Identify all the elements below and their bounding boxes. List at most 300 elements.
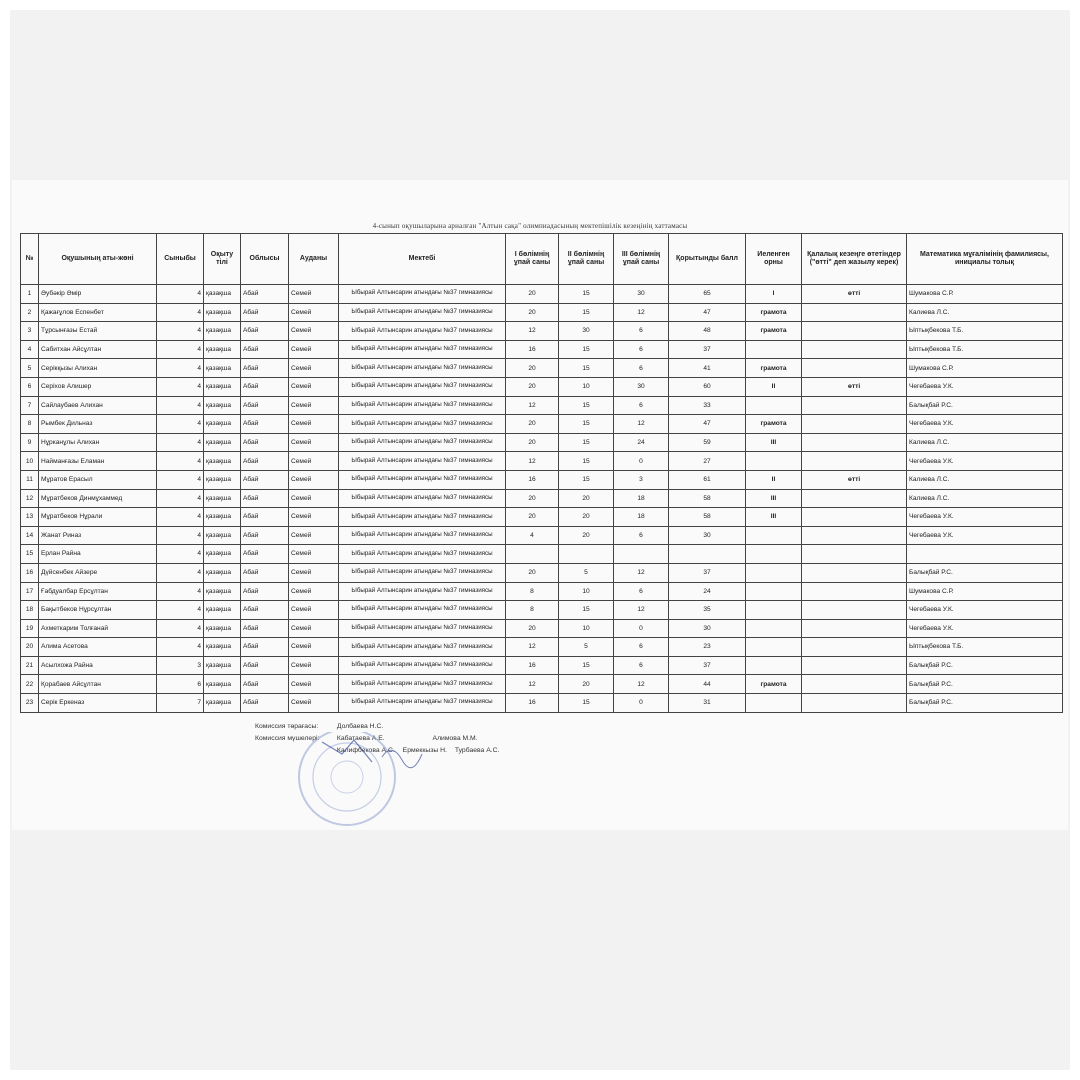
region-cell: Абай: [241, 470, 289, 489]
part1-score-cell: 16: [506, 470, 559, 489]
city-stage-cell: [802, 582, 907, 601]
language-cell: қазақша: [204, 601, 241, 620]
total-score-cell: 41: [669, 359, 746, 378]
district-cell: Семей: [289, 656, 339, 675]
members-label: Комиссия мүшелері:: [255, 735, 320, 742]
language-cell: қазақша: [204, 619, 241, 638]
teacher-name-cell: Калиева Л.С.: [907, 489, 1063, 508]
place-cell: [746, 396, 802, 415]
part1-score-cell: 12: [506, 675, 559, 694]
part2-score-cell: 20: [559, 526, 614, 545]
district-cell: Семей: [289, 433, 339, 452]
total-score-cell: 30: [669, 526, 746, 545]
grade-cell: 4: [157, 563, 204, 582]
language-cell: қазақша: [204, 582, 241, 601]
teacher-name-cell: Калиева Л.С.: [907, 433, 1063, 452]
language-cell: қазақша: [204, 396, 241, 415]
table-row: [21, 396, 1063, 415]
part3-score-cell: 0: [614, 619, 669, 638]
district-cell: Семей: [289, 526, 339, 545]
part3-score-cell: 3: [614, 470, 669, 489]
city-stage-cell: [802, 433, 907, 452]
part2-score-cell: 20: [559, 489, 614, 508]
district-cell: Семей: [289, 582, 339, 601]
part2-score-cell: 5: [559, 638, 614, 657]
part2-score-cell: 10: [559, 619, 614, 638]
teacher-name-cell: Чегебаева У.К.: [907, 619, 1063, 638]
grade-cell: 4: [157, 545, 204, 564]
part1-score-cell: 12: [506, 452, 559, 471]
part3-score-cell: 12: [614, 675, 669, 694]
part3-score-cell: 6: [614, 396, 669, 415]
district-cell: Семей: [289, 303, 339, 322]
part2-score-cell: 5: [559, 563, 614, 582]
total-score-cell: 37: [669, 563, 746, 582]
school-cell: Ыбырай Алтынсарин атындағы №37 гимназиясы: [339, 694, 506, 713]
city-stage-cell: [802, 415, 907, 434]
column-header: Қалалық кезеңге өтетіндер ("өтті" деп жазылу керек): [802, 234, 907, 285]
region-cell: Абай: [241, 433, 289, 452]
teacher-name-cell: Чегебаева У.К.: [907, 526, 1063, 545]
district-cell: Семей: [289, 619, 339, 638]
region-cell: Абай: [241, 508, 289, 527]
part3-score-cell: 0: [614, 694, 669, 713]
table-body: [21, 285, 1063, 713]
document-title: 4-сынып оқушыларына арналған "Алтын сақа" олимпиадасының мектепішілік кезеңінің хаттамасы: [372, 222, 688, 230]
place-cell: ІІ: [746, 377, 802, 396]
table-row: [21, 470, 1063, 489]
table-row: [21, 322, 1063, 341]
table-row: [21, 675, 1063, 694]
row-number-cell: 14: [21, 526, 39, 545]
teacher-name-cell: Балықбай Р.С.: [907, 656, 1063, 675]
grade-cell: 4: [157, 415, 204, 434]
part2-score-cell: 15: [559, 452, 614, 471]
place-cell: грамота: [746, 359, 802, 378]
region-cell: Абай: [241, 396, 289, 415]
column-header: І бөлімнің ұпай саны: [506, 234, 559, 285]
grade-cell: 4: [157, 433, 204, 452]
student-name-cell: Жанат Риназ: [39, 526, 157, 545]
language-cell: қазақша: [204, 452, 241, 471]
district-cell: Семей: [289, 340, 339, 359]
part1-score-cell: 20: [506, 619, 559, 638]
row-number-cell: 20: [21, 638, 39, 657]
part1-score-cell: 16: [506, 340, 559, 359]
part1-score-cell: 16: [506, 694, 559, 713]
total-score-cell: 27: [669, 452, 746, 471]
language-cell: қазақша: [204, 563, 241, 582]
part2-score-cell: 15: [559, 340, 614, 359]
part1-score-cell: 12: [506, 638, 559, 657]
row-number-cell: 15: [21, 545, 39, 564]
region-cell: Абай: [241, 656, 289, 675]
teacher-name-cell: Калиева Л.С.: [907, 470, 1063, 489]
row-number-cell: 3: [21, 322, 39, 341]
row-number-cell: 17: [21, 582, 39, 601]
grade-cell: 4: [157, 340, 204, 359]
teacher-name-cell: Балықбай Р.С.: [907, 694, 1063, 713]
part3-score-cell: 12: [614, 601, 669, 620]
total-score-cell: 59: [669, 433, 746, 452]
part1-score-cell: 20: [506, 303, 559, 322]
total-score-cell: 37: [669, 340, 746, 359]
school-cell: Ыбырай Алтынсарин атындағы №37 гимназиясы: [339, 340, 506, 359]
city-stage-cell: [802, 694, 907, 713]
total-score-cell: 44: [669, 675, 746, 694]
part1-score-cell: 20: [506, 377, 559, 396]
part2-score-cell: [559, 545, 614, 564]
city-stage-cell: өтті: [802, 285, 907, 304]
column-header: Облысы: [241, 234, 289, 285]
place-cell: [746, 563, 802, 582]
teacher-name-cell: Балықбай Р.С.: [907, 675, 1063, 694]
district-cell: Семей: [289, 322, 339, 341]
row-number-cell: 2: [21, 303, 39, 322]
grade-cell: 4: [157, 303, 204, 322]
place-cell: [746, 340, 802, 359]
column-header: Сыныбы: [157, 234, 204, 285]
table-row: [21, 489, 1063, 508]
part1-score-cell: [506, 545, 559, 564]
teacher-name-cell: Балықбай Р.С.: [907, 396, 1063, 415]
language-cell: қазақша: [204, 545, 241, 564]
part3-score-cell: 30: [614, 285, 669, 304]
school-cell: Ыбырай Алтынсарин атындағы №37 гимназиясы: [339, 285, 506, 304]
part2-score-cell: 15: [559, 433, 614, 452]
school-cell: Ыбырай Алтынсарин атындағы №37 гимназиясы: [339, 526, 506, 545]
grade-cell: 4: [157, 377, 204, 396]
place-cell: І: [746, 285, 802, 304]
language-cell: қазақша: [204, 433, 241, 452]
part1-score-cell: 16: [506, 656, 559, 675]
row-number-cell: 12: [21, 489, 39, 508]
place-cell: ІІІ: [746, 508, 802, 527]
teacher-name-cell: Ыптықбекова Т.Б.: [907, 340, 1063, 359]
student-name-cell: Ғабдуалбар Ерсұлтан: [39, 582, 157, 601]
teacher-name-cell: Чегебаева У.К.: [907, 508, 1063, 527]
part2-score-cell: 30: [559, 322, 614, 341]
part3-score-cell: 30: [614, 377, 669, 396]
language-cell: қазақша: [204, 322, 241, 341]
grade-cell: 4: [157, 489, 204, 508]
city-stage-cell: [802, 526, 907, 545]
part3-score-cell: 6: [614, 582, 669, 601]
row-number-cell: 21: [21, 656, 39, 675]
city-stage-cell: өтті: [802, 377, 907, 396]
table-row: [21, 433, 1063, 452]
part1-score-cell: 20: [506, 433, 559, 452]
member-name: Алимова М.М.: [432, 735, 478, 742]
row-number-cell: 13: [21, 508, 39, 527]
part3-score-cell: 12: [614, 563, 669, 582]
region-cell: Абай: [241, 526, 289, 545]
grade-cell: 6: [157, 675, 204, 694]
language-cell: қазақша: [204, 359, 241, 378]
language-cell: қазақша: [204, 638, 241, 657]
table-row: [21, 359, 1063, 378]
school-cell: Ыбырай Алтынсарин атындағы №37 гимназиясы: [339, 601, 506, 620]
student-name-cell: Серіхов Алишер: [39, 377, 157, 396]
part3-score-cell: 6: [614, 359, 669, 378]
total-score-cell: [669, 545, 746, 564]
table-row: [21, 582, 1063, 601]
row-number-cell: 10: [21, 452, 39, 471]
school-cell: Ыбырай Алтынсарин атындағы №37 гимназиясы: [339, 303, 506, 322]
district-cell: Семей: [289, 285, 339, 304]
total-score-cell: 24: [669, 582, 746, 601]
total-score-cell: 35: [669, 601, 746, 620]
district-cell: Семей: [289, 694, 339, 713]
part3-score-cell: [614, 545, 669, 564]
part3-score-cell: 6: [614, 340, 669, 359]
part1-score-cell: 20: [506, 563, 559, 582]
header-row: [21, 234, 1063, 285]
part3-score-cell: 18: [614, 489, 669, 508]
student-name-cell: Мұратбеков Нұрали: [39, 508, 157, 527]
row-number-cell: 9: [21, 433, 39, 452]
teacher-name-cell: Чегебаева У.К.: [907, 415, 1063, 434]
total-score-cell: 61: [669, 470, 746, 489]
city-stage-cell: [802, 601, 907, 620]
school-cell: Ыбырай Алтынсарин атындағы №37 гимназиясы: [339, 563, 506, 582]
place-cell: ІІІ: [746, 489, 802, 508]
table-row: [21, 285, 1063, 304]
district-cell: Семей: [289, 377, 339, 396]
total-score-cell: 33: [669, 396, 746, 415]
column-header: ІІІ бөлімнің ұпай саны: [614, 234, 669, 285]
member-name: Турбаева А.С.: [454, 747, 500, 754]
student-name-cell: Ахметкарим Толғанай: [39, 619, 157, 638]
part2-score-cell: 15: [559, 396, 614, 415]
teacher-name-cell: Шумакова С.Р.: [907, 582, 1063, 601]
row-number-cell: 23: [21, 694, 39, 713]
total-score-cell: 37: [669, 656, 746, 675]
place-cell: ІІ: [746, 470, 802, 489]
place-cell: [746, 601, 802, 620]
place-cell: [746, 619, 802, 638]
grade-cell: 4: [157, 582, 204, 601]
column-header: ІІ бөлімнің ұпай саны: [559, 234, 614, 285]
column-header: Иеленген орны: [746, 234, 802, 285]
part2-score-cell: 10: [559, 377, 614, 396]
city-stage-cell: [802, 322, 907, 341]
chair-label: Комиссия төрағасы:: [255, 723, 319, 730]
row-number-cell: 11: [21, 470, 39, 489]
member-name: Ермеккызы Н.: [402, 747, 447, 754]
district-cell: Семей: [289, 359, 339, 378]
total-score-cell: 23: [669, 638, 746, 657]
table-row: [21, 638, 1063, 657]
part2-score-cell: 15: [559, 470, 614, 489]
part1-score-cell: 12: [506, 396, 559, 415]
language-cell: қазақша: [204, 489, 241, 508]
city-stage-cell: [802, 675, 907, 694]
grade-cell: 4: [157, 285, 204, 304]
school-cell: Ыбырай Алтынсарин атындағы №37 гимназиясы: [339, 656, 506, 675]
language-cell: қазақша: [204, 508, 241, 527]
district-cell: Семей: [289, 545, 339, 564]
region-cell: Абай: [241, 563, 289, 582]
total-score-cell: 31: [669, 694, 746, 713]
school-cell: Ыбырай Алтынсарин атындағы №37 гимназиясы: [339, 508, 506, 527]
part3-score-cell: 6: [614, 322, 669, 341]
student-name-cell: Қажағұлов Еспенбет: [39, 303, 157, 322]
school-cell: Ыбырай Алтынсарин атындағы №37 гимназиясы: [339, 322, 506, 341]
part1-score-cell: 20: [506, 359, 559, 378]
school-cell: Ыбырай Алтынсарин атындағы №37 гимназиясы: [339, 638, 506, 657]
student-name-cell: Қорабаев Айсұлтан: [39, 675, 157, 694]
grade-cell: 4: [157, 359, 204, 378]
part3-score-cell: 18: [614, 508, 669, 527]
teacher-name-cell: Чегебаева У.К.: [907, 377, 1063, 396]
column-header: Оқыту тілі: [204, 234, 241, 285]
part2-score-cell: 20: [559, 675, 614, 694]
official-seal-icon: [262, 732, 432, 832]
part3-score-cell: 12: [614, 303, 669, 322]
school-cell: Ыбырай Алтынсарин атындағы №37 гимназиясы: [339, 545, 506, 564]
district-cell: Семей: [289, 452, 339, 471]
place-cell: [746, 545, 802, 564]
region-cell: Абай: [241, 489, 289, 508]
school-cell: Ыбырай Алтынсарин атындағы №37 гимназиясы: [339, 582, 506, 601]
region-cell: Абай: [241, 619, 289, 638]
student-name-cell: Сайлаубаев Алихан: [39, 396, 157, 415]
region-cell: Абай: [241, 415, 289, 434]
place-cell: ІІІ: [746, 433, 802, 452]
grade-cell: 4: [157, 619, 204, 638]
column-header: Математика мұғалімінің фамилиясы, инициалы толық: [907, 234, 1063, 285]
column-header: №: [21, 234, 39, 285]
total-score-cell: 48: [669, 322, 746, 341]
school-cell: Ыбырай Алтынсарин атындағы №37 гимназиясы: [339, 619, 506, 638]
part1-score-cell: 4: [506, 526, 559, 545]
student-name-cell: Серік Еркеназ: [39, 694, 157, 713]
part2-score-cell: 15: [559, 656, 614, 675]
region-cell: Абай: [241, 545, 289, 564]
school-cell: Ыбырай Алтынсарин атындағы №37 гимназиясы: [339, 489, 506, 508]
school-cell: Ыбырай Алтынсарин атындағы №37 гимназиясы: [339, 470, 506, 489]
language-cell: қазақша: [204, 303, 241, 322]
grade-cell: 4: [157, 470, 204, 489]
region-cell: Абай: [241, 452, 289, 471]
place-cell: грамота: [746, 415, 802, 434]
table-row: [21, 452, 1063, 471]
language-cell: қазақша: [204, 340, 241, 359]
grade-cell: 7: [157, 694, 204, 713]
part3-score-cell: 12: [614, 415, 669, 434]
language-cell: қазақша: [204, 285, 241, 304]
column-header: Оқушының аты-жөні: [39, 234, 157, 285]
school-cell: Ыбырай Алтынсарин атындағы №37 гимназиясы: [339, 377, 506, 396]
teacher-name-cell: Чегебаева У.К.: [907, 452, 1063, 471]
part2-score-cell: 15: [559, 285, 614, 304]
teacher-name-cell: Ыптықбекова Т.Б.: [907, 322, 1063, 341]
district-cell: Семей: [289, 675, 339, 694]
place-cell: [746, 694, 802, 713]
city-stage-cell: [802, 340, 907, 359]
part1-score-cell: 20: [506, 415, 559, 434]
total-score-cell: 47: [669, 303, 746, 322]
region-cell: Абай: [241, 377, 289, 396]
region-cell: Абай: [241, 582, 289, 601]
teacher-name-cell: Шумакова С.Р.: [907, 359, 1063, 378]
region-cell: Абай: [241, 303, 289, 322]
table-row: [21, 508, 1063, 527]
grade-cell: 4: [157, 396, 204, 415]
teacher-name-cell: Чегебаева У.К.: [907, 601, 1063, 620]
table-row: [21, 694, 1063, 713]
table-row: [21, 526, 1063, 545]
school-cell: Ыбырай Алтынсарин атындағы №37 гимназиясы: [339, 359, 506, 378]
part1-score-cell: 20: [506, 508, 559, 527]
city-stage-cell: [802, 489, 907, 508]
place-cell: [746, 452, 802, 471]
teacher-name-cell: Балықбай Р.С.: [907, 563, 1063, 582]
place-cell: [746, 582, 802, 601]
language-cell: қазақша: [204, 415, 241, 434]
total-score-cell: 58: [669, 489, 746, 508]
city-stage-cell: [802, 638, 907, 657]
region-cell: Абай: [241, 694, 289, 713]
region-cell: Абай: [241, 601, 289, 620]
part1-score-cell: 12: [506, 322, 559, 341]
part3-score-cell: 6: [614, 638, 669, 657]
student-name-cell: Алима Асетова: [39, 638, 157, 657]
school-cell: Ыбырай Алтынсарин атындағы №37 гимназиясы: [339, 396, 506, 415]
teacher-name-cell: Калиева Л.С.: [907, 303, 1063, 322]
member-name: Калифбекова А.С.: [336, 747, 395, 754]
region-cell: Абай: [241, 638, 289, 657]
school-cell: Ыбырай Алтынсарин атындағы №37 гимназиясы: [339, 675, 506, 694]
part1-score-cell: 20: [506, 489, 559, 508]
language-cell: қазақша: [204, 656, 241, 675]
language-cell: қазақша: [204, 377, 241, 396]
district-cell: Семей: [289, 470, 339, 489]
row-number-cell: 18: [21, 601, 39, 620]
row-number-cell: 4: [21, 340, 39, 359]
region-cell: Абай: [241, 340, 289, 359]
part2-score-cell: 15: [559, 303, 614, 322]
language-cell: қазақша: [204, 526, 241, 545]
student-name-cell: Сабитхан Айсұлтан: [39, 340, 157, 359]
language-cell: қазақша: [204, 694, 241, 713]
column-header: Қорытынды балл: [669, 234, 746, 285]
column-header: Ауданы: [289, 234, 339, 285]
teacher-name-cell: Ыптықбекова Т.Б.: [907, 638, 1063, 657]
city-stage-cell: [802, 545, 907, 564]
district-cell: Семей: [289, 508, 339, 527]
city-stage-cell: [802, 619, 907, 638]
part2-score-cell: 20: [559, 508, 614, 527]
student-name-cell: Нұрканұлы Алихан: [39, 433, 157, 452]
city-stage-cell: [802, 656, 907, 675]
city-stage-cell: өтті: [802, 470, 907, 489]
table-row: [21, 340, 1063, 359]
grade-cell: 4: [157, 601, 204, 620]
student-name-cell: Асылхожа Райна: [39, 656, 157, 675]
student-name-cell: Дүйсенбек Айзере: [39, 563, 157, 582]
row-number-cell: 22: [21, 675, 39, 694]
city-stage-cell: [802, 563, 907, 582]
table-row: [21, 545, 1063, 564]
table-row: [21, 415, 1063, 434]
student-name-cell: Әубәкір Әмір: [39, 285, 157, 304]
total-score-cell: 47: [669, 415, 746, 434]
city-stage-cell: [802, 508, 907, 527]
student-name-cell: Мұратов Ерасыл: [39, 470, 157, 489]
grade-cell: 4: [157, 526, 204, 545]
